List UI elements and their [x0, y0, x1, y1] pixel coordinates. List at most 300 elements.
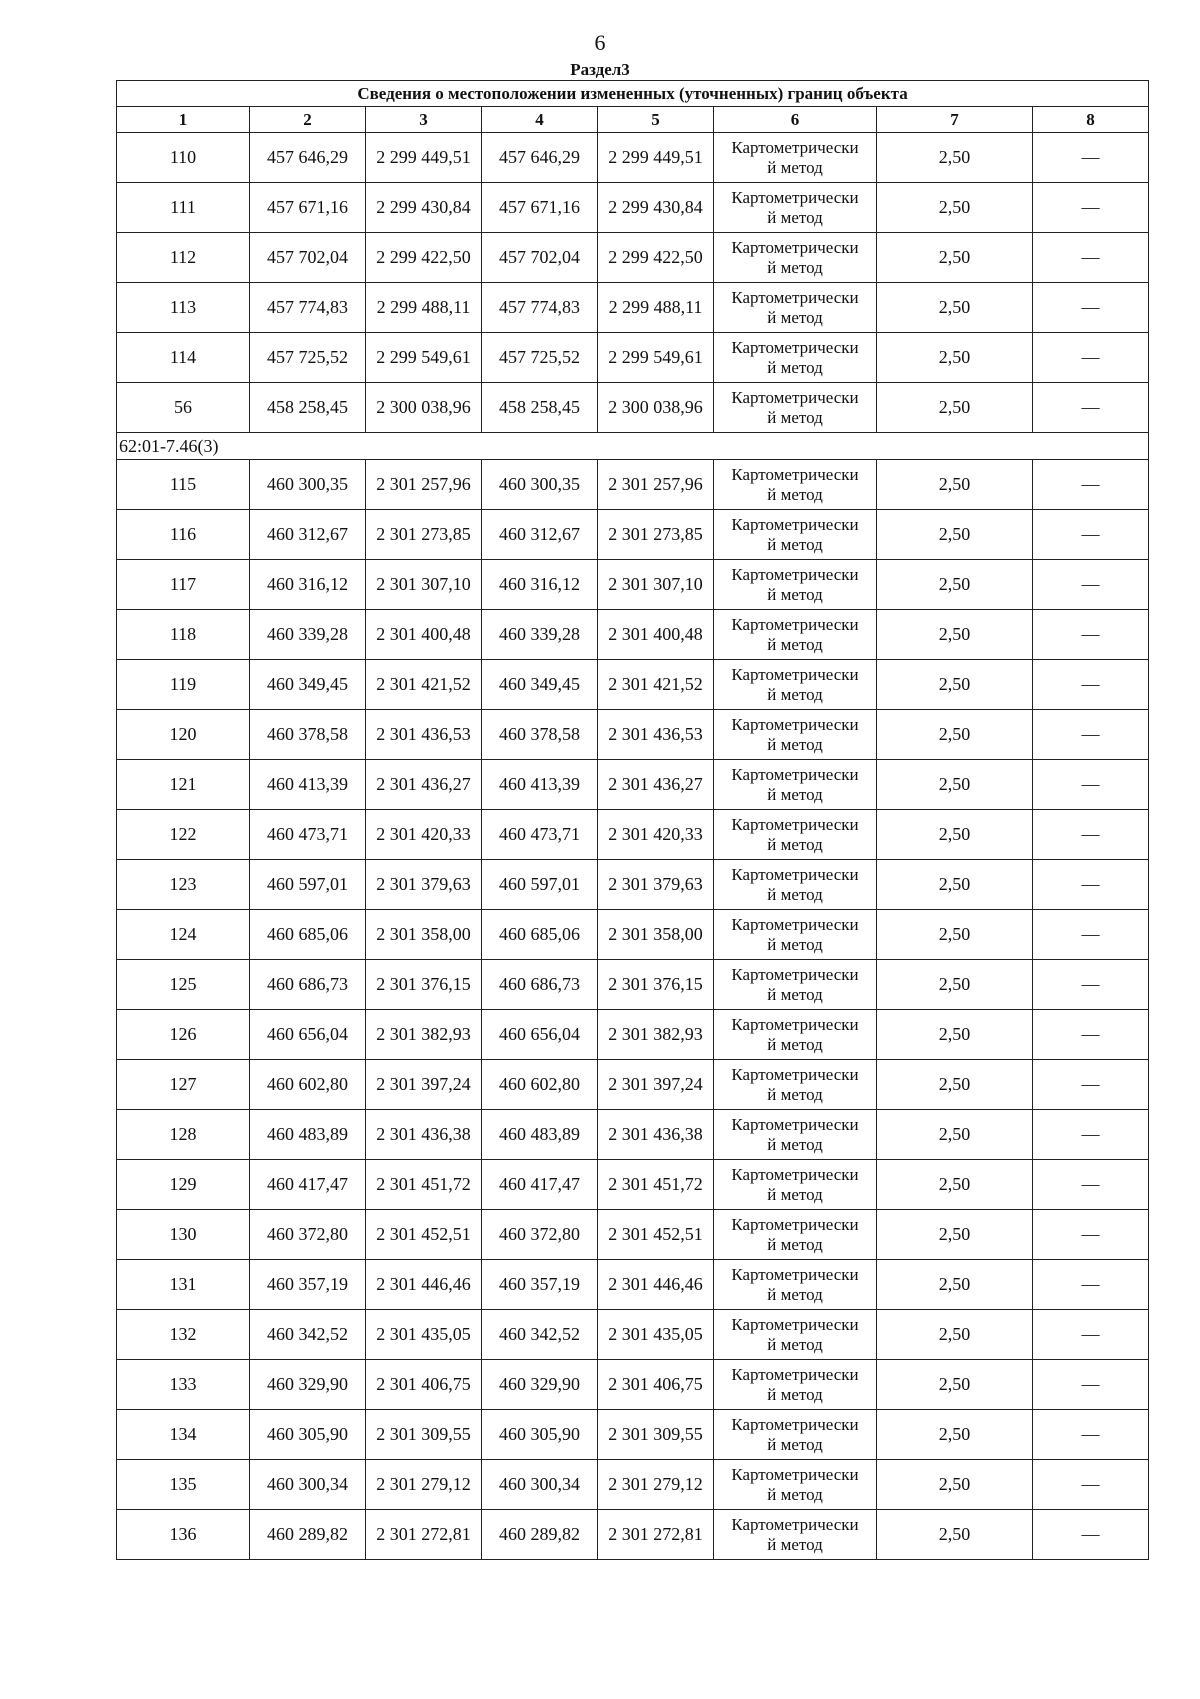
- table-row: [117, 1310, 1149, 1360]
- point-number-cell: 135: [117, 1460, 250, 1510]
- point-number-cell: 125: [117, 960, 250, 1010]
- method-text-line: й метод: [767, 357, 823, 377]
- point-number-cell: 136: [117, 1510, 250, 1560]
- updated-y-cell: 2 301 309,55: [598, 1410, 714, 1460]
- table-row: [117, 560, 1149, 610]
- updated-x-cell: 460 686,73: [482, 960, 598, 1010]
- updated-y-cell: 2 301 279,12: [598, 1460, 714, 1510]
- point-number-cell: 128: [117, 1110, 250, 1160]
- point-number-cell: 126: [117, 1010, 250, 1060]
- point-number-cell: 120: [117, 710, 250, 760]
- column-number: 8: [1033, 107, 1149, 133]
- method-cell: [714, 960, 877, 1010]
- updated-x-cell: 457 671,16: [482, 183, 598, 233]
- description-cell: —: [1033, 510, 1149, 560]
- method-text-line: Картометрически: [731, 564, 859, 584]
- point-number-cell: 122: [117, 810, 250, 860]
- description-cell: —: [1033, 960, 1149, 1010]
- method-text-line: й метод: [767, 1134, 823, 1154]
- method-text-line: й метод: [767, 407, 823, 427]
- accuracy-cell: 2,50: [877, 1210, 1033, 1260]
- point-number-cell: 130: [117, 1210, 250, 1260]
- updated-y-cell: 2 299 430,84: [598, 183, 714, 233]
- description-cell: —: [1033, 910, 1149, 960]
- method-text-line: Картометрически: [731, 337, 859, 357]
- accuracy-cell: 2,50: [877, 183, 1033, 233]
- description-cell: —: [1033, 133, 1149, 183]
- existing-x-cell: 460 483,89: [250, 1110, 366, 1160]
- existing-y-cell: 2 301 273,85: [366, 510, 482, 560]
- table-row: [117, 1060, 1149, 1110]
- method-cell: [714, 383, 877, 433]
- coordinates-table: [116, 80, 1149, 1560]
- method-text-line: й метод: [767, 1234, 823, 1254]
- method-text-line: й метод: [767, 984, 823, 1004]
- accuracy-cell: 2,50: [877, 1510, 1033, 1560]
- description-cell: —: [1033, 610, 1149, 660]
- accuracy-cell: 2,50: [877, 560, 1033, 610]
- description-cell: —: [1033, 460, 1149, 510]
- description-cell: —: [1033, 1010, 1149, 1060]
- table-row: [117, 660, 1149, 710]
- description-cell: —: [1033, 710, 1149, 760]
- table-row: [117, 1460, 1149, 1510]
- method-text-line: Картометрически: [731, 1014, 859, 1034]
- accuracy-cell: 2,50: [877, 810, 1033, 860]
- method-cell: [714, 560, 877, 610]
- method-text-line: Картометрически: [731, 914, 859, 934]
- updated-x-cell: 460 339,28: [482, 610, 598, 660]
- existing-y-cell: 2 299 488,11: [366, 283, 482, 333]
- description-cell: —: [1033, 1410, 1149, 1460]
- accuracy-cell: 2,50: [877, 1110, 1033, 1160]
- existing-y-cell: 2 301 435,05: [366, 1310, 482, 1360]
- existing-y-cell: 2 299 430,84: [366, 183, 482, 233]
- table-row: [117, 860, 1149, 910]
- existing-x-cell: 460 378,58: [250, 710, 366, 760]
- description-cell: —: [1033, 860, 1149, 910]
- accuracy-cell: 2,50: [877, 760, 1033, 810]
- existing-y-cell: 2 301 446,46: [366, 1260, 482, 1310]
- method-text-line: й метод: [767, 684, 823, 704]
- method-text-line: й метод: [767, 534, 823, 554]
- description-cell: —: [1033, 283, 1149, 333]
- table-row: [117, 133, 1149, 183]
- existing-x-cell: 460 417,47: [250, 1160, 366, 1210]
- method-cell: [714, 1060, 877, 1110]
- accuracy-cell: 2,50: [877, 460, 1033, 510]
- point-number-cell: 134: [117, 1410, 250, 1460]
- table-row: [117, 910, 1149, 960]
- updated-y-cell: 2 301 436,53: [598, 710, 714, 760]
- existing-x-cell: 460 289,82: [250, 1510, 366, 1560]
- method-cell: [714, 283, 877, 333]
- column-number: 2: [250, 107, 366, 133]
- method-text-line: й метод: [767, 157, 823, 177]
- column-number: 6: [714, 107, 877, 133]
- updated-x-cell: 460 349,45: [482, 660, 598, 710]
- method-cell: [714, 810, 877, 860]
- method-text-line: Картометрически: [731, 1464, 859, 1484]
- description-cell: —: [1033, 660, 1149, 710]
- updated-y-cell: 2 299 549,61: [598, 333, 714, 383]
- updated-y-cell: 2 301 420,33: [598, 810, 714, 860]
- method-text-line: Картометрически: [731, 1164, 859, 1184]
- method-cell: [714, 1310, 877, 1360]
- point-number-cell: 132: [117, 1310, 250, 1360]
- method-text-line: й метод: [767, 1484, 823, 1504]
- existing-x-cell: 460 349,45: [250, 660, 366, 710]
- updated-x-cell: 457 774,83: [482, 283, 598, 333]
- method-text-line: Картометрически: [731, 864, 859, 884]
- updated-y-cell: 2 301 436,38: [598, 1110, 714, 1160]
- updated-y-cell: 2 300 038,96: [598, 383, 714, 433]
- accuracy-cell: 2,50: [877, 610, 1033, 660]
- updated-y-cell: 2 301 406,75: [598, 1360, 714, 1410]
- method-text-line: Картометрически: [731, 387, 859, 407]
- point-number-cell: 123: [117, 860, 250, 910]
- updated-y-cell: 2 301 273,85: [598, 510, 714, 560]
- table-row: [117, 283, 1149, 333]
- existing-x-cell: 457 671,16: [250, 183, 366, 233]
- description-cell: —: [1033, 760, 1149, 810]
- point-number-cell: 127: [117, 1060, 250, 1110]
- existing-y-cell: 2 301 307,10: [366, 560, 482, 610]
- method-text-line: Картометрически: [731, 1314, 859, 1334]
- existing-x-cell: 460 339,28: [250, 610, 366, 660]
- method-cell: [714, 1160, 877, 1210]
- description-cell: —: [1033, 1310, 1149, 1360]
- method-text-line: Картометрически: [731, 964, 859, 984]
- existing-y-cell: 2 301 420,33: [366, 810, 482, 860]
- description-cell: —: [1033, 233, 1149, 283]
- column-number: 5: [598, 107, 714, 133]
- existing-x-cell: 457 725,52: [250, 333, 366, 383]
- method-text-line: Картометрически: [731, 464, 859, 484]
- point-number-cell: 121: [117, 760, 250, 810]
- accuracy-cell: 2,50: [877, 1260, 1033, 1310]
- method-text-line: й метод: [767, 484, 823, 504]
- point-number-cell: 115: [117, 460, 250, 510]
- method-text-line: й метод: [767, 1534, 823, 1554]
- section-title: Раздел3: [570, 60, 630, 79]
- existing-y-cell: 2 301 376,15: [366, 960, 482, 1010]
- point-number-cell: 113: [117, 283, 250, 333]
- updated-y-cell: 2 299 422,50: [598, 233, 714, 283]
- point-number-cell: 131: [117, 1260, 250, 1310]
- accuracy-cell: 2,50: [877, 960, 1033, 1010]
- method-cell: [714, 710, 877, 760]
- method-cell: [714, 1110, 877, 1160]
- table-row: [117, 1160, 1149, 1210]
- existing-y-cell: 2 301 421,52: [366, 660, 482, 710]
- existing-y-cell: 2 301 272,81: [366, 1510, 482, 1560]
- description-cell: —: [1033, 1260, 1149, 1310]
- method-cell: [714, 183, 877, 233]
- method-text-line: й метод: [767, 1384, 823, 1404]
- updated-y-cell: 2 299 488,11: [598, 283, 714, 333]
- updated-y-cell: 2 301 400,48: [598, 610, 714, 660]
- existing-y-cell: 2 301 397,24: [366, 1060, 482, 1110]
- updated-y-cell: 2 301 358,00: [598, 910, 714, 960]
- table-row: [117, 233, 1149, 283]
- method-cell: [714, 460, 877, 510]
- updated-x-cell: 457 702,04: [482, 233, 598, 283]
- accuracy-cell: 2,50: [877, 860, 1033, 910]
- existing-x-cell: 458 258,45: [250, 383, 366, 433]
- point-number-cell: 118: [117, 610, 250, 660]
- updated-x-cell: 460 685,06: [482, 910, 598, 960]
- method-text-line: й метод: [767, 934, 823, 954]
- column-number: 1: [117, 107, 250, 133]
- table-row: [117, 1110, 1149, 1160]
- description-cell: —: [1033, 1160, 1149, 1210]
- updated-x-cell: 460 312,67: [482, 510, 598, 560]
- method-text-line: й метод: [767, 207, 823, 227]
- method-cell: [714, 510, 877, 560]
- existing-y-cell: 2 301 309,55: [366, 1410, 482, 1460]
- updated-y-cell: 2 301 376,15: [598, 960, 714, 1010]
- existing-y-cell: 2 301 400,48: [366, 610, 482, 660]
- updated-x-cell: 460 300,35: [482, 460, 598, 510]
- table-row: [117, 760, 1149, 810]
- method-text-line: й метод: [767, 1184, 823, 1204]
- updated-y-cell: 2 301 382,93: [598, 1010, 714, 1060]
- method-text-line: й метод: [767, 784, 823, 804]
- existing-x-cell: 460 656,04: [250, 1010, 366, 1060]
- method-text-line: й метод: [767, 584, 823, 604]
- accuracy-cell: 2,50: [877, 660, 1033, 710]
- table-row: [117, 610, 1149, 660]
- table-row: [117, 1010, 1149, 1060]
- existing-y-cell: 2 301 436,38: [366, 1110, 482, 1160]
- method-text-line: й метод: [767, 1334, 823, 1354]
- method-text-line: й метод: [767, 834, 823, 854]
- existing-y-cell: 2 299 449,51: [366, 133, 482, 183]
- updated-x-cell: 457 646,29: [482, 133, 598, 183]
- existing-y-cell: 2 301 358,00: [366, 910, 482, 960]
- accuracy-cell: 2,50: [877, 1160, 1033, 1210]
- group-label: 62:01-7.46(3): [117, 433, 1149, 460]
- description-cell: —: [1033, 1210, 1149, 1260]
- method-text-line: Картометрически: [731, 814, 859, 834]
- updated-y-cell: 2 301 451,72: [598, 1160, 714, 1210]
- method-text-line: Картометрически: [731, 1214, 859, 1234]
- point-number-cell: 133: [117, 1360, 250, 1410]
- existing-x-cell: 460 602,80: [250, 1060, 366, 1110]
- existing-y-cell: 2 301 382,93: [366, 1010, 482, 1060]
- updated-y-cell: 2 301 452,51: [598, 1210, 714, 1260]
- table-caption: Сведения о местоположении измененных (уточненных) границ объекта: [117, 81, 1149, 107]
- updated-x-cell: 460 378,58: [482, 710, 598, 760]
- method-text-line: Картометрически: [731, 1264, 859, 1284]
- method-text-line: й метод: [767, 307, 823, 327]
- table-row: [117, 1410, 1149, 1460]
- column-number: 7: [877, 107, 1033, 133]
- method-text-line: й метод: [767, 257, 823, 277]
- description-cell: —: [1033, 560, 1149, 610]
- table-row: [117, 960, 1149, 1010]
- updated-y-cell: 2 301 257,96: [598, 460, 714, 510]
- accuracy-cell: 2,50: [877, 133, 1033, 183]
- description-cell: —: [1033, 1510, 1149, 1560]
- page-number: 6: [594, 30, 606, 55]
- updated-y-cell: 2 301 436,27: [598, 760, 714, 810]
- accuracy-cell: 2,50: [877, 1010, 1033, 1060]
- existing-y-cell: 2 301 452,51: [366, 1210, 482, 1260]
- method-text-line: й метод: [767, 734, 823, 754]
- method-text-line: Картометрически: [731, 187, 859, 207]
- updated-x-cell: 460 342,52: [482, 1310, 598, 1360]
- existing-x-cell: 460 685,06: [250, 910, 366, 960]
- method-cell: [714, 660, 877, 710]
- accuracy-cell: 2,50: [877, 710, 1033, 760]
- group-label-row: [117, 433, 1149, 460]
- updated-x-cell: 460 473,71: [482, 810, 598, 860]
- existing-x-cell: 460 316,12: [250, 560, 366, 610]
- method-text-line: Картометрически: [731, 237, 859, 257]
- updated-x-cell: 460 483,89: [482, 1110, 598, 1160]
- existing-y-cell: 2 301 451,72: [366, 1160, 482, 1210]
- method-cell: [714, 860, 877, 910]
- updated-x-cell: 460 602,80: [482, 1060, 598, 1110]
- accuracy-cell: 2,50: [877, 1460, 1033, 1510]
- existing-y-cell: 2 299 549,61: [366, 333, 482, 383]
- description-cell: —: [1033, 1060, 1149, 1110]
- updated-y-cell: 2 301 397,24: [598, 1060, 714, 1110]
- existing-x-cell: 460 372,80: [250, 1210, 366, 1260]
- accuracy-cell: 2,50: [877, 910, 1033, 960]
- existing-x-cell: 460 686,73: [250, 960, 366, 1010]
- existing-x-cell: 460 305,90: [250, 1410, 366, 1460]
- method-text-line: й метод: [767, 1284, 823, 1304]
- updated-y-cell: 2 301 379,63: [598, 860, 714, 910]
- updated-x-cell: 460 289,82: [482, 1510, 598, 1560]
- table-row: [117, 1510, 1149, 1560]
- column-number: 3: [366, 107, 482, 133]
- existing-x-cell: 460 413,39: [250, 760, 366, 810]
- updated-x-cell: 460 305,90: [482, 1410, 598, 1460]
- column-number: 4: [482, 107, 598, 133]
- updated-x-cell: 460 417,47: [482, 1160, 598, 1210]
- accuracy-cell: 2,50: [877, 233, 1033, 283]
- method-cell: [714, 1410, 877, 1460]
- updated-x-cell: 460 300,34: [482, 1460, 598, 1510]
- method-text-line: й метод: [767, 1034, 823, 1054]
- point-number-cell: 116: [117, 510, 250, 560]
- existing-x-cell: 460 473,71: [250, 810, 366, 860]
- method-cell: [714, 1460, 877, 1510]
- existing-x-cell: 460 300,34: [250, 1460, 366, 1510]
- method-cell: [714, 760, 877, 810]
- accuracy-cell: 2,50: [877, 1360, 1033, 1410]
- updated-x-cell: 458 258,45: [482, 383, 598, 433]
- method-text-line: й метод: [767, 1434, 823, 1454]
- accuracy-cell: 2,50: [877, 1060, 1033, 1110]
- table-row: [117, 810, 1149, 860]
- updated-x-cell: 457 725,52: [482, 333, 598, 383]
- method-cell: [714, 1210, 877, 1260]
- existing-x-cell: 460 312,67: [250, 510, 366, 560]
- table-row: [117, 460, 1149, 510]
- description-cell: —: [1033, 183, 1149, 233]
- column-number-row: [117, 107, 1149, 133]
- description-cell: —: [1033, 383, 1149, 433]
- existing-y-cell: 2 301 436,27: [366, 760, 482, 810]
- description-cell: —: [1033, 810, 1149, 860]
- description-cell: —: [1033, 1110, 1149, 1160]
- method-cell: [714, 233, 877, 283]
- updated-x-cell: 460 413,39: [482, 760, 598, 810]
- updated-x-cell: 460 372,80: [482, 1210, 598, 1260]
- updated-y-cell: 2 301 435,05: [598, 1310, 714, 1360]
- accuracy-cell: 2,50: [877, 510, 1033, 560]
- table-row: [117, 1210, 1149, 1260]
- updated-y-cell: 2 301 421,52: [598, 660, 714, 710]
- method-cell: [714, 610, 877, 660]
- method-text-line: Картометрически: [731, 287, 859, 307]
- method-cell: [714, 910, 877, 960]
- point-number-cell: 119: [117, 660, 250, 710]
- method-text-line: Картометрически: [731, 1514, 859, 1534]
- table-row: [117, 710, 1149, 760]
- existing-x-cell: 457 646,29: [250, 133, 366, 183]
- existing-x-cell: 460 342,52: [250, 1310, 366, 1360]
- description-cell: —: [1033, 1460, 1149, 1510]
- method-text-line: Картометрически: [731, 514, 859, 534]
- method-text-line: Картометрически: [731, 137, 859, 157]
- point-number-cell: 114: [117, 333, 250, 383]
- updated-x-cell: 460 357,19: [482, 1260, 598, 1310]
- existing-x-cell: 460 597,01: [250, 860, 366, 910]
- table-row: [117, 383, 1149, 433]
- updated-y-cell: 2 301 272,81: [598, 1510, 714, 1560]
- updated-x-cell: 460 656,04: [482, 1010, 598, 1060]
- method-text-line: й метод: [767, 1084, 823, 1104]
- method-cell: [714, 133, 877, 183]
- description-cell: —: [1033, 1360, 1149, 1410]
- method-text-line: Картометрически: [731, 614, 859, 634]
- point-number-cell: 124: [117, 910, 250, 960]
- existing-x-cell: 457 774,83: [250, 283, 366, 333]
- point-number-cell: 117: [117, 560, 250, 610]
- method-text-line: Картометрически: [731, 664, 859, 684]
- method-text-line: Картометрически: [731, 1414, 859, 1434]
- existing-y-cell: 2 301 406,75: [366, 1360, 482, 1410]
- existing-y-cell: 2 299 422,50: [366, 233, 482, 283]
- method-text-line: Картометрически: [731, 1064, 859, 1084]
- table-caption-row: [117, 81, 1149, 107]
- updated-x-cell: 460 597,01: [482, 860, 598, 910]
- description-cell: —: [1033, 333, 1149, 383]
- accuracy-cell: 2,50: [877, 1410, 1033, 1460]
- method-text-line: Картометрически: [731, 1364, 859, 1384]
- table-body: [117, 81, 1149, 1560]
- table-row: [117, 1360, 1149, 1410]
- existing-x-cell: 457 702,04: [250, 233, 366, 283]
- existing-y-cell: 2 300 038,96: [366, 383, 482, 433]
- existing-x-cell: 460 300,35: [250, 460, 366, 510]
- method-text-line: Картометрически: [731, 714, 859, 734]
- accuracy-cell: 2,50: [877, 283, 1033, 333]
- method-text-line: Картометрически: [731, 1114, 859, 1134]
- existing-y-cell: 2 301 257,96: [366, 460, 482, 510]
- updated-x-cell: 460 316,12: [482, 560, 598, 610]
- point-number-cell: 112: [117, 233, 250, 283]
- table-row: [117, 333, 1149, 383]
- existing-y-cell: 2 301 279,12: [366, 1460, 482, 1510]
- method-text-line: й метод: [767, 884, 823, 904]
